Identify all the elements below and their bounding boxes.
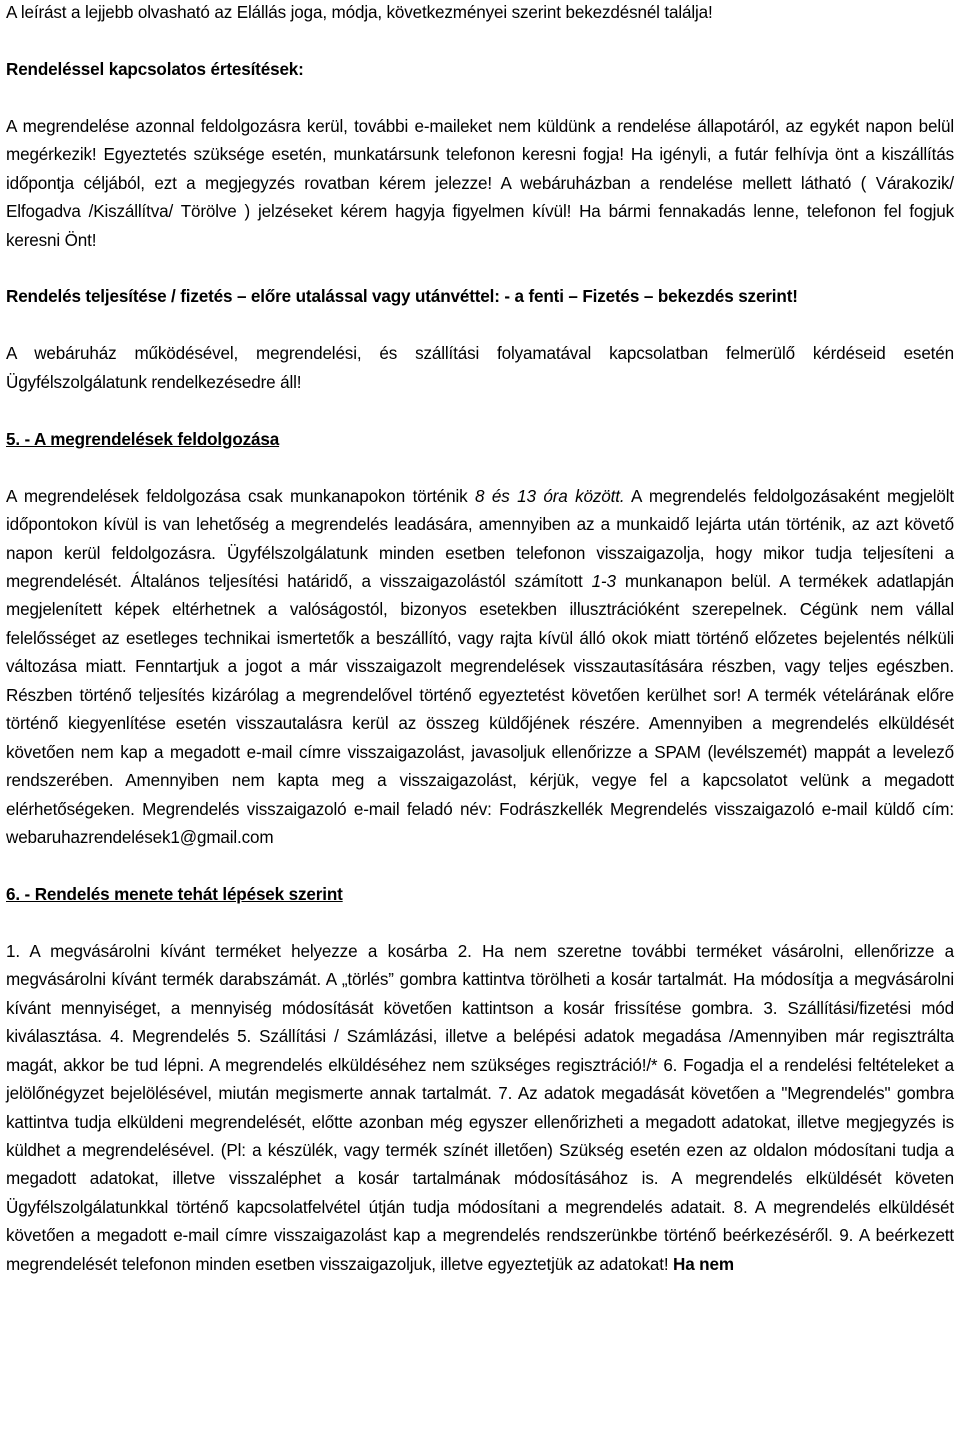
notifications-title: Rendeléssel kapcsolatos értesítések: bbox=[6, 59, 304, 79]
intro-line bbox=[6, 0, 954, 27]
spacer bbox=[6, 397, 954, 425]
fulfilment-line: Rendelés teljesítése / fizetés – előre utalással vagy utánvéttel: - a fenti – Fizetés – bekezdés szerint! bbox=[6, 287, 798, 307]
spacer bbox=[6, 84, 954, 112]
spacer bbox=[6, 312, 954, 340]
section-5-days: 1-3 bbox=[591, 571, 616, 591]
section-6-paragraph bbox=[6, 938, 954, 1279]
notifications-paragraph bbox=[6, 113, 954, 255]
intro-text: A leírást a lejjebb olvasható az Elállás joga, módja, következményei szerint bekezdésnél találja! bbox=[6, 3, 713, 22]
section-6-heading-text: 6. - Rendelés menete tehát lépések szerint bbox=[6, 884, 343, 904]
spacer bbox=[6, 27, 954, 55]
spacer bbox=[6, 454, 954, 482]
support-paragraph: A webáruház működésével, megrendelési, és szállítási folyamatával kapcsolatban felmerülő kérdéseid esetén Ügyfélszolgálatunk rendelkezésedre áll! bbox=[6, 344, 954, 392]
section-6-text-bold: Ha nem bbox=[673, 1254, 734, 1274]
section-6-heading bbox=[6, 881, 343, 909]
spacer bbox=[6, 255, 954, 283]
notifications-text-b: Egyeztetés szüksége esetén, munkatársunk telefonon keresni fogja! Ha igényli, a futár felhívja önt a kiszállítás időpontja céljából, ezt a megjegyzés rovatban kérem jelezze! A webáruházban a rendelése mellett látható ( Várakozik/ Elfogadva /Kiszállítva/ Törölve ) jelzéseket kérem hagyja figyelmen kívül! Ha bármi fennakadás lenne, telefonon fel fogjuk keresni Önt! bbox=[6, 145, 954, 250]
spacer bbox=[6, 853, 954, 881]
document-page bbox=[6, 0, 954, 1279]
section-5-text-1: A megrendelések feldolgozása csak munkanapokon történik bbox=[6, 486, 475, 506]
section-5-paragraph bbox=[6, 483, 954, 853]
section-5-hours: 8 és 13 óra között. bbox=[475, 486, 625, 506]
section-5-heading bbox=[6, 426, 279, 454]
section-5-text-2: A megrendelés feldolgozásaként megjelölt időpontokon kívül is van lehetőség a megrendelés leadására, amennyiben az a munkaidő lejárta után történik, az azt követő napon kerül feldolgozásra. Ügyfélszolgálatunk minden esetben telefonon visszaigazolja, hogy mikor tudja teljesíteni a megrendelését. Általános teljesítési határidő, a visszaigazolástól számított bbox=[6, 486, 954, 591]
spacer bbox=[6, 909, 954, 937]
section-5-heading-text: 5. - A megrendelések feldolgozása bbox=[6, 429, 280, 449]
section-6-text: 1. A megvásárolni kívánt terméket helyezze a kosárba 2. Ha nem szeretne további terméket vásárolni, ellenőrizze a megvásárolni kívánt termék darabszámát. A „törlés” gombra kattintva törölheti a kosár tartalmát. Ha módosítja a megvásárolni kívánt mennyiséget, a mennyiség módosítását követően kattintson a kosár frissítése gombra. 3. Szállítási/fizetési mód kiválasztása. 4. Megrendelés 5. Szállítási / Számlázási, illetve a belépési adatok megadása /Amennyiben már regisztrálta magát, akkor be tud lépni. A megrendelés elküldéséhez nem szükséges regisztráció!/* 6. Fogadja el a rendelési feltételeket a jelölőnégyzet bejelölésével, miután megismerte annak tartalmát. 7. Az adatok megadását követően a "Megrendelés" gombra kattintva tudja elküldeni megrendelését, előtte azonban még egyszer ellenőrizheti a megadott adatokat, illetve megjegyzés is küldhet a megrendelésével. (Pl: a készülék, vagy termék színét illetően) Szükség esetén ezen az oldalon módosítani tudja a megadott adatokat, illetve visszaléphet a kosár tartalmának módosításához is. A megrendelés elküldését követen Ügyfélszolgálatunkkal történő kapcsolatfelvétel útján tudja módosítani a megrendelés adatait. 8. A megrendelés elküldését követően a megadott e-mail címre visszaigazolást kap a megrendelés rendszerünkbe történő beérkezéséről. 9. A beérkezett megrendelését telefonon minden esetben visszaigazoljuk, illetve egyeztetjük az adatokat! bbox=[6, 941, 954, 1274]
section-5-text-3: munkanapon belül. A termékek adatlapján megjelenített képek eltérhetnek a valóságostól, bizonyos esetekben illusztrációként szerepelnek. Cégünk nem vállal felelősséget az esetleges technikai ismertetők a beszállító, vagy rajta kívül álló okok miatt történő előzetes bejelentés nélküli változása miatt. Fenntartjuk a jogot a már visszaigazolt megrendelések visszautasítására részben, vagy teljes egészben. Részben történő teljesítés kizárólag a megrendelővel történő egyeztetést követően kerülhet sor! A termék vételárának előre történő kiegyenlítése esetén visszautalásra kerül az összeg küldőjének részére. Amennyiben a megrendelés elküldését követően nem kap a megadott e-mail címre visszaigazolást, javasoljuk ellenőrizze a SPAM (levélszemét) mappát a levelező rendszerében. Amennyiben nem kapta meg a visszaigazolást, kérjük, vegye fel a kapcsolatot velünk a megadott elérhetőségeken. Megrendelés visszaigazoló e-mail feladó név: Fodrászkellék Megrendelés visszaigazoló e-mail küldő cím: webaruhazrendelések1@gmail.com bbox=[6, 571, 954, 848]
notifications-text-a: A megrendelése azonnal feldolgozásra kerül, további e-maileket nem küldünk a rendelése állapotáról, az egykét napon belül megérkezik! bbox=[6, 116, 954, 165]
